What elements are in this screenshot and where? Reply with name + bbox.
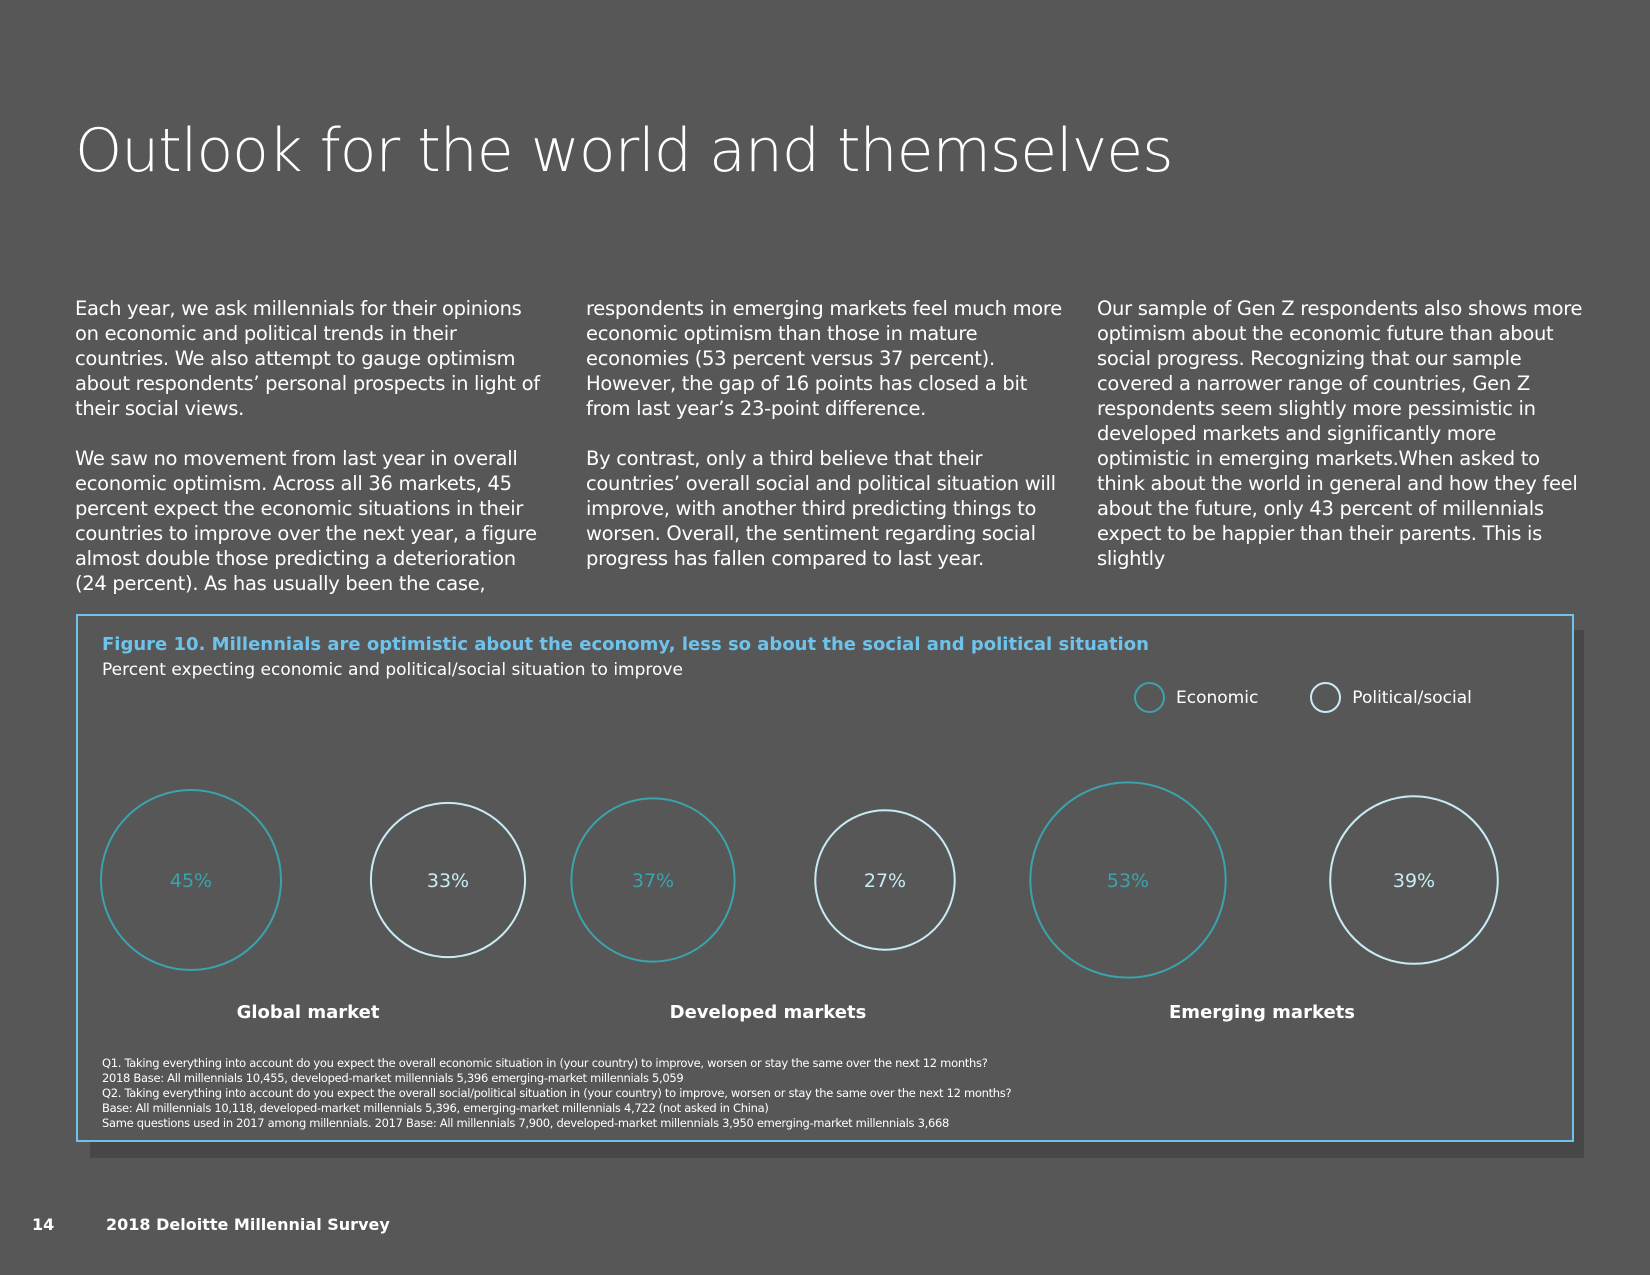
page-title: Outlook for the world and themselves bbox=[75, 116, 1173, 186]
footnote-line: Base: All millennials 10,118, developed-market millennials 5,396, emerging-market millennials 4,722 (not asked in China) bbox=[102, 1101, 769, 1115]
publication-name: 2018 Deloitte Millennial Survey bbox=[106, 1215, 390, 1234]
figure-footnotes bbox=[102, 1056, 1011, 1131]
footnote-line: Q1. Taking everything into account do you expect the overall economic situation in (your country) to improve, worsen or stay the same over the next 12 months? bbox=[102, 1056, 988, 1070]
body-paragraph: We saw no movement from last year in overall economic optimism. Across all 36 markets, 45 percent expect the economic situations in their countries to improve over the next year, a figure almost double those predicting a deterioration (24 percent). As has usually been the case, bbox=[75, 447, 537, 595]
body-column-1 bbox=[75, 296, 545, 621]
body-paragraph: By contrast, only a third believe that their countries’ overall social and political situation will improve, with another third predicting things to worsen. Overall, the sentiment regarding social progress has fallen compared to last year. bbox=[586, 447, 1056, 570]
bubble-value-label: 53% bbox=[1106, 870, 1150, 892]
body-paragraph: respondents in emerging markets feel much more economic optimism than those in mature economies (53 percent versus 37 percent). However, the gap of 16 points has closed a bit from last year’s 23-point difference. bbox=[586, 297, 1062, 420]
bubble-value-label: 37% bbox=[631, 870, 675, 892]
legend-label: Economic bbox=[1176, 687, 1259, 708]
footnote-line: Same questions used in 2017 among millennials. 2017 Base: All millennials 7,900, developed-market millennials 3,950 emerging-market millennials 3,668 bbox=[102, 1116, 950, 1130]
body-column-3 bbox=[1097, 296, 1587, 596]
bubble-value-label: 39% bbox=[1392, 870, 1436, 892]
category-label: Global market bbox=[236, 1002, 380, 1023]
bubble-chart bbox=[78, 616, 1572, 1036]
category-label: Developed markets bbox=[669, 1002, 867, 1023]
category-label: Emerging markets bbox=[1169, 1002, 1355, 1023]
figure-subtitle: Percent expecting economic and political/social situation to improve bbox=[102, 660, 683, 680]
bubble-value-label: 45% bbox=[169, 870, 213, 892]
footnote-line: Q2. Taking everything into account do you expect the overall social/political situation in (your country) to improve, worsen or stay the same over the next 12 months? bbox=[102, 1086, 1012, 1100]
body-paragraph: Our sample of Gen Z respondents also shows more optimism about the economic future than about social progress. Recognizing that our sample covered a narrower range of countries, Gen Z respondents seem slightly more pessimistic in developed markets and significantly more optimistic in emerging markets.When asked to think about the world in general and how they feel about the future, only 43 percent of millennials expect to be happier than their parents. This is slightly bbox=[1097, 297, 1583, 570]
figure-box bbox=[76, 614, 1574, 1142]
body-paragraph: Each year, we ask millennials for their opinions on economic and political trends in their countries. We also attempt to gauge optimism about respondents’ personal prospects in light of their social views. bbox=[75, 297, 540, 420]
legend-label: Political/social bbox=[1352, 687, 1472, 708]
bubble-value-label: 27% bbox=[863, 870, 907, 892]
figure-title: Figure 10. Millennials are optimistic about the economy, less so about the social and political situation bbox=[102, 634, 1149, 655]
page-number: 14 bbox=[32, 1215, 55, 1234]
bubble-value-label: 33% bbox=[426, 870, 470, 892]
body-column-2 bbox=[586, 296, 1076, 596]
footnote-line: 2018 Base: All millennials 10,455, developed-market millennials 5,396 emerging-market millennials 5,059 bbox=[102, 1071, 684, 1085]
